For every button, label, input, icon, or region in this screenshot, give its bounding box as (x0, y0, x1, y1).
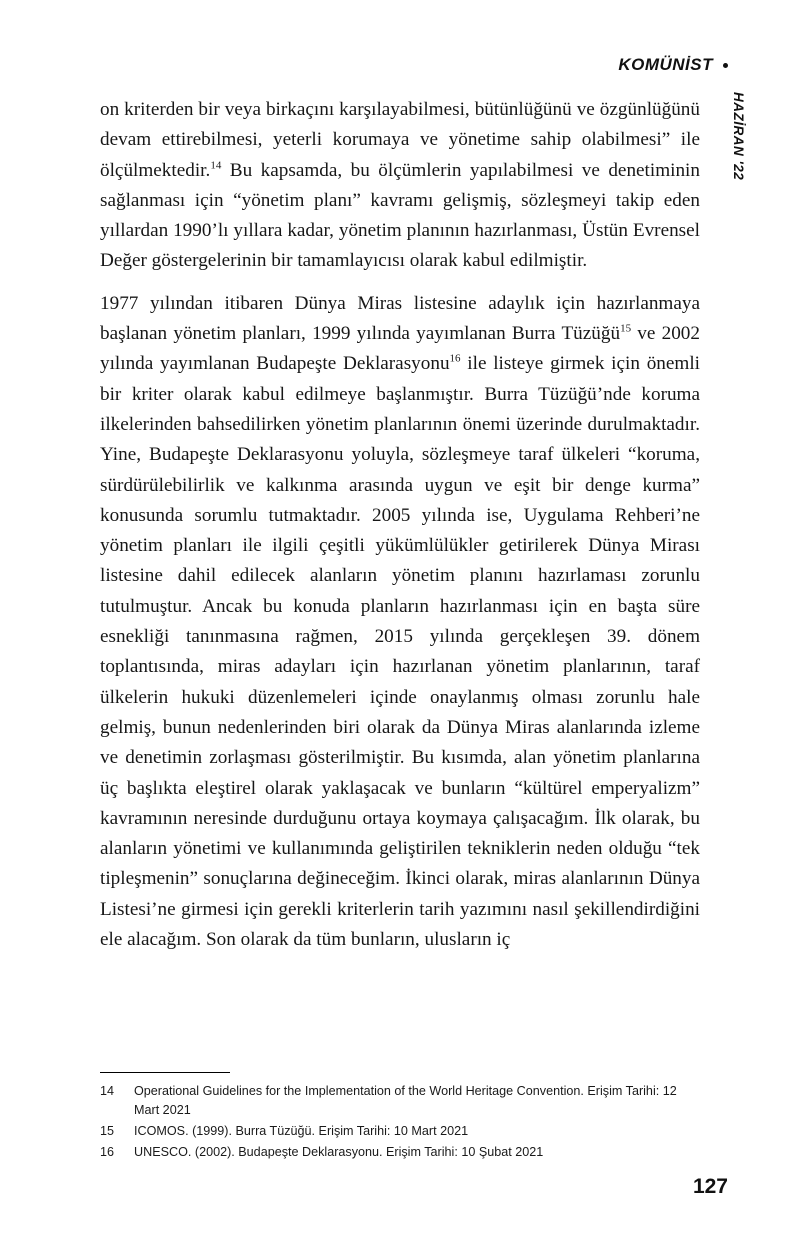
footnote-item (100, 1143, 700, 1162)
footnote-marker[interactable]: 16 (449, 352, 461, 365)
running-head-title: KOMÜNİST (618, 55, 713, 74)
footnote-item (100, 1082, 700, 1120)
footnote-list (100, 1082, 700, 1164)
running-head (618, 55, 728, 75)
body-paragraph: 1977 yılından itibaren Dünya Miras listesine adaylık için hazırlanmaya başlanan yönetim planları, 1999 yılında yayımlanan Burra Tüzüğü$^{15}$ ve 2002 yılında yayımlanan Budapeşte Deklarasyonu$^{16}$ ile listeye girmek için önemli bir kriter olarak kabul edilmeye başlanmıştır. Burra Tüzüğü’nde koruma ilkelerinden bahsedilirken yönetim planlarının önemi üzerinde durulmaktadır. Yine, Budapeşte Deklarasyonu yoluyla, sözleşmeye taraf ülkeleri “koruma, sürdürülebilirlik ve kalkınma arasında uygun ve eşit bir denge kurma” konusunda sorumlu tutmaktadır. 2005 yılında ise, Uygulama Rehberi’ne yönetim planları ile ilgili çeşitli yükümlülükler getirilerek Dünya Mirası listesine dahil edilecek alanların yönetim planını hazırlaması zorunlu tutulmuştur. Ancak bu konuda planların hazırlanması için en başta süre esnekliği tanınmasına rağmen, 2015 yılında gerçekleşen 39. dönem toplantısında, miras adayları için hazırlanan yönetim planlarının, taraf ülkelerin hukuki düzenlemeleri içinde onaylanmış olması zorunlu hale gelmiş, bunun nedenlerinden biri olarak da Dünya Miras alanlarında izleme ve denetimin zorlaşması gösterilmiştir. Bu kısımda, alan yönetim planlarına üç başlıkta eleştirel olarak yaklaşacak ve bunların “kültürel emperyalizm” kavramının neresinde durduğunu ortaya koymaya çalışacağım. İlk olarak, bu alanların yönetimi ve kullanımında geliştirilen tekniklerin neden olduğu “tek tipleşmenin” sonuçlarına değineceğim. İkinci olarak, miras alanlarının Dünya Listesi’ne girmesi için gerekli kriterlerin tarih yazımını nasıl şekillendirdiğini ele alacağım. Son olarak da tüm bunların, ulusların iç (100, 292, 700, 951)
footnote-number: 15 (100, 1124, 115, 1138)
body-paragraph: on kriterden bir veya birkaçını karşılayabilmesi, bütünlüğünü ve özgünlüğünü devam ettirebilmesi, yeterli korumaya ve yönetime sahip olabilmesi” ile ölçülmektedir.$^{14}$ Bu kapsamda, bu ölçümlerin yapılabilmesi ve denetiminin sağlanması için “yönetim planı” kavramı gelişmiş, sözleşmeyi takip eden yıllardan 1990’lı yıllara kadar, yönetim planının hazırlanması, Üstün Evrensel Değer göstergelerinin bir tamamlayıcısı olarak kabul edilmiştir. (100, 99, 700, 272)
footnote-text: UNESCO. (2002). Budapeşte Deklarasyonu. Erişim Tarihi: 10 Şubat 2021 (134, 1145, 544, 1159)
footnote-separator (100, 1072, 230, 1073)
bullet-dot-icon (723, 63, 728, 68)
footnote-item (100, 1122, 700, 1141)
footnote-number: 14 (100, 1084, 115, 1098)
footnote-marker[interactable]: 14 (210, 159, 222, 172)
issue-date-label: HAZİRAN '22 (731, 92, 746, 181)
body-content (100, 95, 700, 955)
footnote-text: Operational Guidelines for the Implementation of the World Heritage Convention. Erişim Tarihi: 12 Mart 2021 (134, 1084, 677, 1117)
footnote-text: ICOMOS. (1999). Burra Tüzüğü. Erişim Tarihi: 10 Mart 2021 (134, 1124, 469, 1138)
footnote-number: 16 (100, 1145, 115, 1159)
page-number: 127 (692, 1175, 728, 1198)
footnote-marker[interactable]: 15 (620, 322, 632, 335)
